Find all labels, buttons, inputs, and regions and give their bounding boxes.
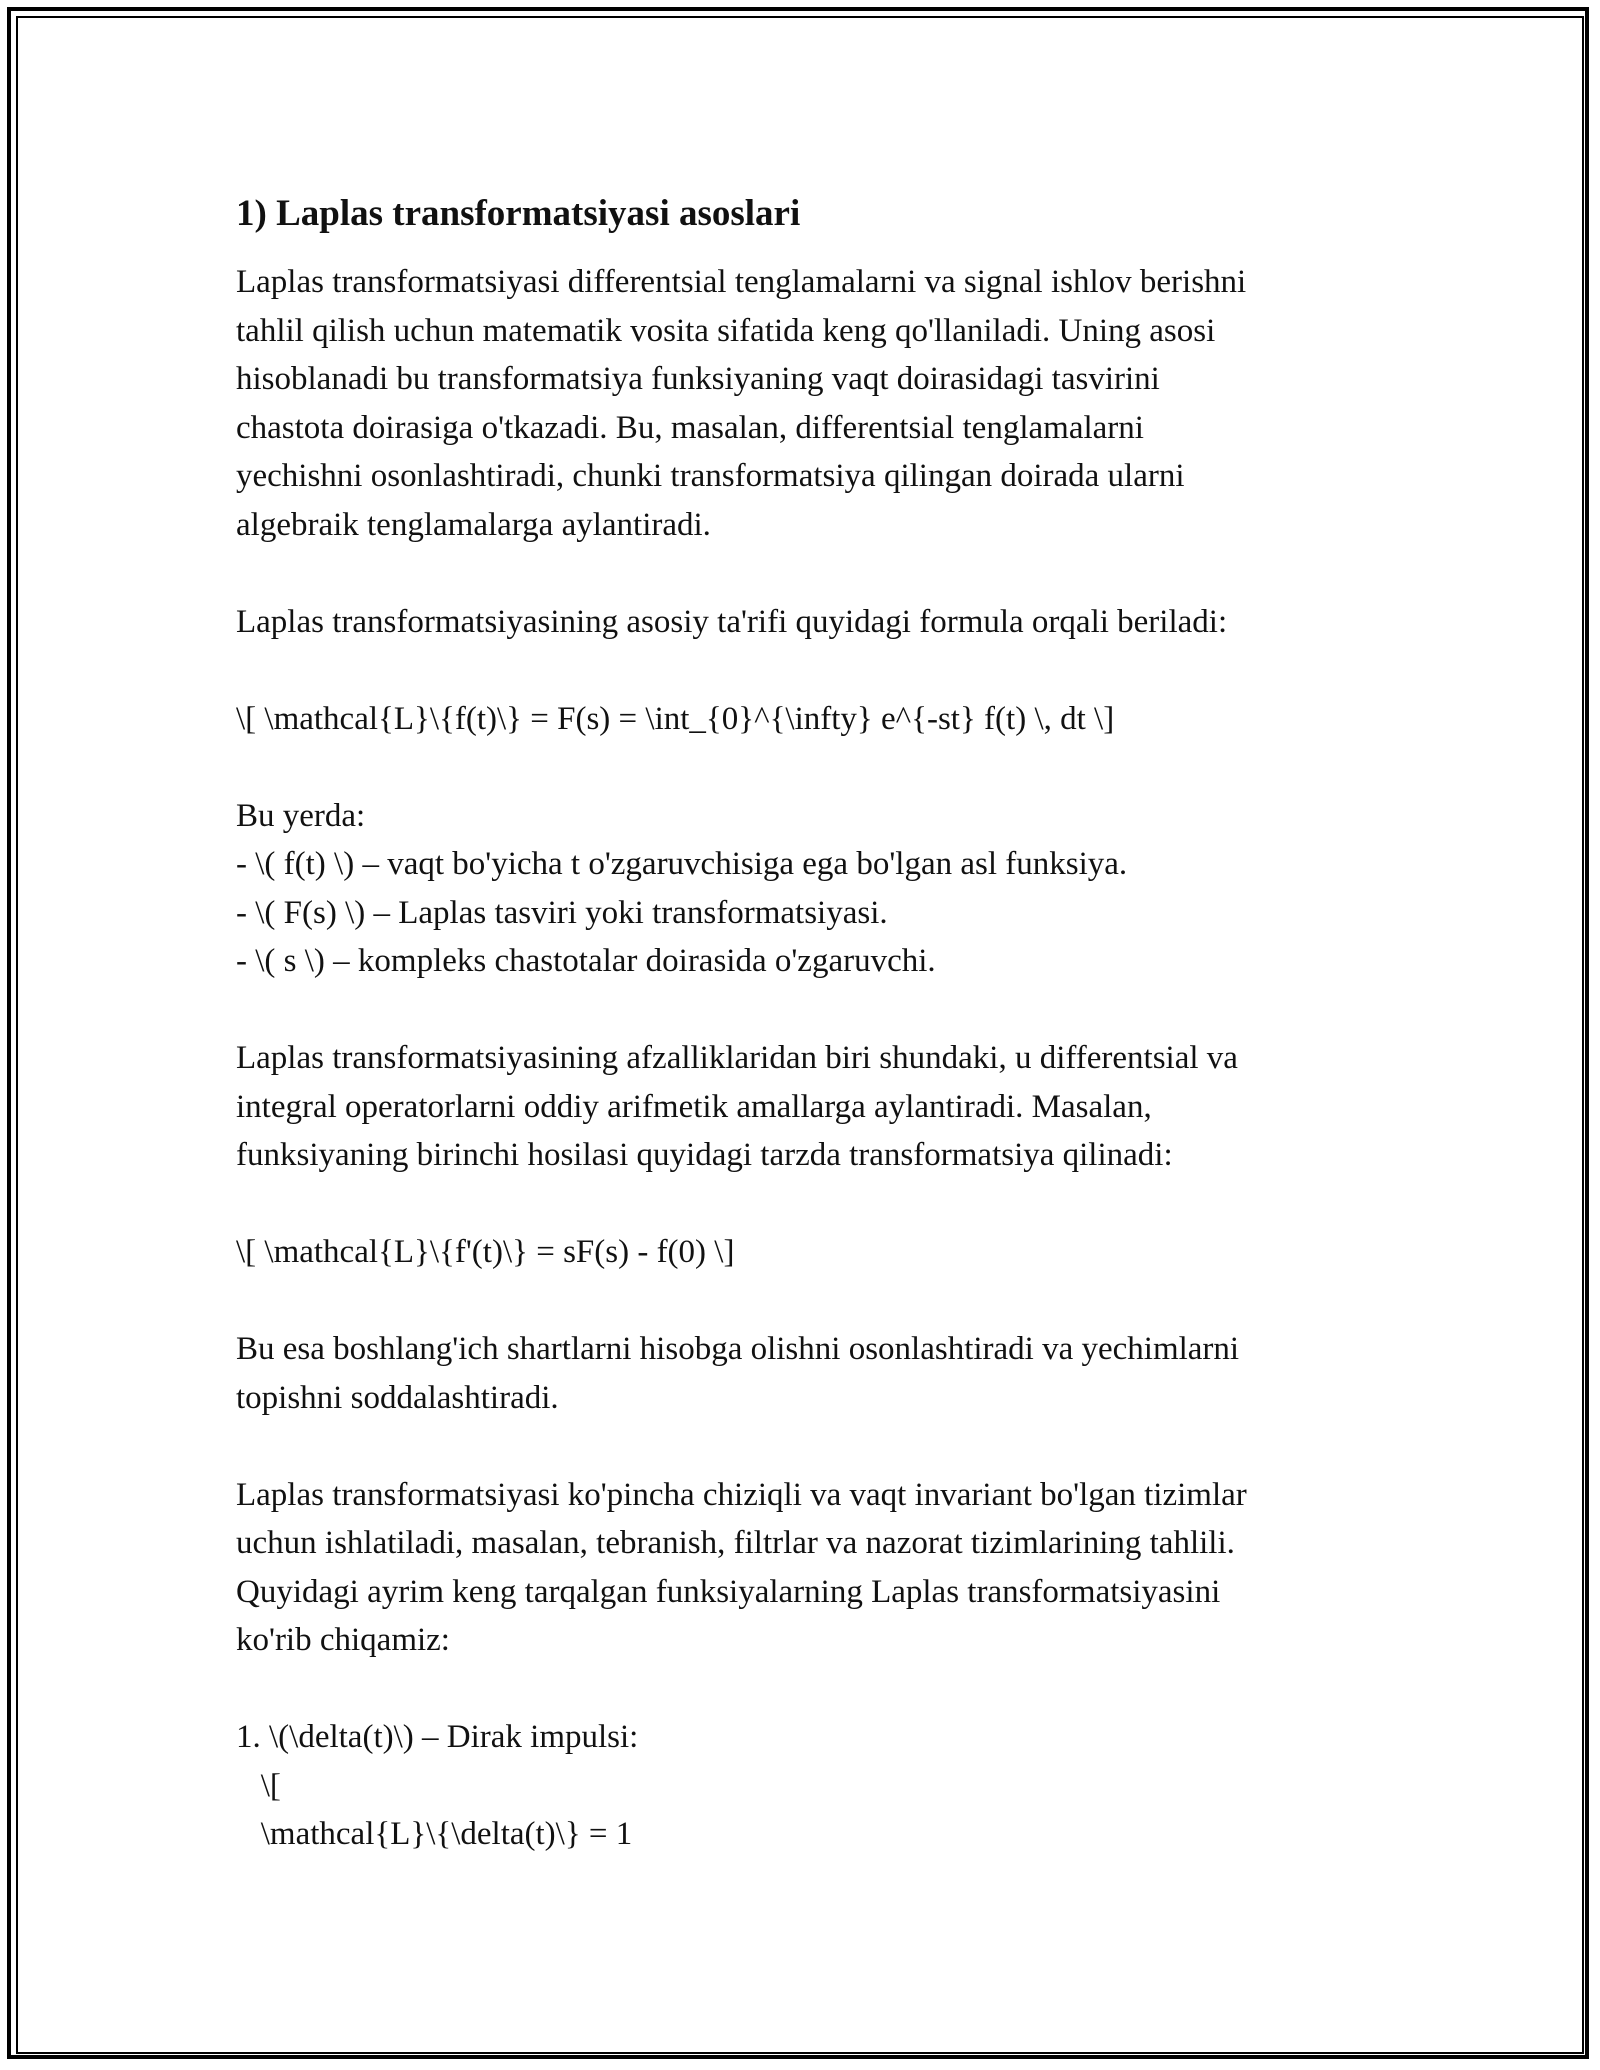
paragraph-lti-systems: Laplas transformatsiyasi ko'pincha chiziqli va vaqt invariant bo'lgan tizimlar uchun ishlatiladi, masalan, tebranish, filtrlar va nazorat tizimlarining tahlili. Quyidagi ayrim keng tarqalgan funksiyalarning Laplas transformatsiyasini ko'rib chiqamiz: (236, 1476, 1247, 1658)
document-body (236, 186, 1386, 1859)
paragraph-where-list: Bu yerda: - \( f(t) \) – vaqt bo'yicha t o'zgaruvchisiga ega bo'lgan asl funksiya. - \( F(s) \) – Laplas tasviri yoki transformatsiyasi. - \( s \) – kompleks chastotalar doirasida o'zgaruvchi. (236, 797, 1128, 979)
formula-laplace-definition: \[ \mathcal{L}\{f(t)\} = F(s) = \int_{0}^{\infty} e^{-st} f(t) \, dt \] (236, 700, 1115, 737)
section-heading: 1) Laplas transformatsiyasi asoslari (236, 193, 801, 234)
paragraph-initial-conditions: Bu esa boshlang'ich shartlarni hisobga olishni osonlashtiradi va yechimlarni topishni soddalashtiradi. (236, 1331, 1240, 1416)
list-item-dirac: 1. \(\delta(t)\) – Dirak impulsi: \[ \mathcal{L}\{\delta(t)\} = 1 (236, 1719, 639, 1852)
paragraph-intro: Laplas transformatsiyasi differentsial tenglamalarni va signal ishlov berishni tahlil qilish uchun matematik vosita sifatida keng qo'llaniladi. Uning asosi hisoblanadi bu transformatsiya funksiyaning vaqt doirasidagi tasvirini chastota doirasiga o'tkazadi. Bu, masalan, differentsial tenglamalarni yechishni osonlashtiradi, chunki transformatsiya qilingan doirada ularni algebraik tenglamalarga aylantiradi. (236, 264, 1247, 543)
formula-derivative: \[ \mathcal{L}\{f'(t)\} = sF(s) - f(0) \] (236, 1234, 735, 1270)
paragraph-advantage: Laplas transformatsiyasining afzalliklaridan biri shundaki, u differentsial va integral operatorlarni oddiy arifmetik amallarga aylantiradi. Masalan, funksiyaning birinchi hosilasi quyidagi tarzda transformatsiya qilinadi: (236, 1040, 1238, 1173)
paragraph-definition: Laplas transformatsiyasining asosiy ta'rifi quyidagi formula orqali beriladi: (236, 603, 1228, 640)
